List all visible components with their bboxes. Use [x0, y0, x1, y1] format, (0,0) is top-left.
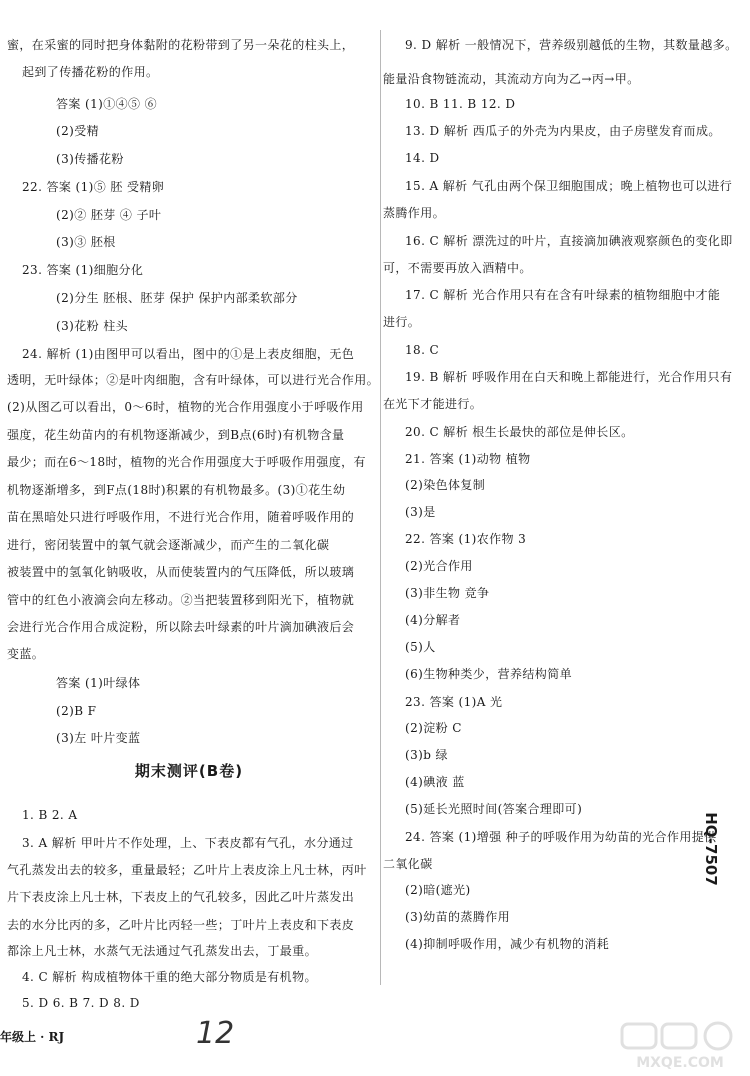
right-text-line: 23. 答案 (1)A 光 — [405, 695, 503, 709]
left-text-line: 4. C 解析 构成植物体干重的绝大部分物质是有机物。 — [22, 970, 317, 984]
right-text-line: (5)人 — [405, 640, 436, 654]
left-text-line: (2)② 胚芽 ④ 子叶 — [56, 208, 162, 222]
right-text-line: (2)淀粉 C — [405, 721, 462, 735]
right-text-line: 15. A 解析 气孔由两个保卫细胞围成；晚上植物也可以进行 — [405, 179, 733, 193]
column-divider — [380, 30, 381, 985]
right-text-line: 进行。 — [383, 315, 421, 329]
section-title: 期末测评(B卷) — [134, 762, 244, 780]
left-text-line: 23. 答案 (1)细胞分化 — [22, 263, 144, 277]
right-text-line: (3)非生物 竞争 — [405, 586, 490, 600]
left-text-line: (3)花粉 柱头 — [56, 319, 129, 333]
left-text-line: 进行，密闭装置中的氧气就会逐渐减少，而产生的二氧化碳 — [7, 538, 330, 552]
right-text-line: (2)暗(遮光) — [405, 883, 471, 897]
right-text-line: (2)光合作用 — [405, 559, 473, 573]
left-text-line: 答案 (1)①④⑤ ⑥ — [56, 97, 158, 111]
right-text-line: (3)是 — [405, 505, 436, 519]
svg-text:MXQE.COM: MXQE.COM — [636, 1055, 724, 1071]
left-text-line: 气孔蒸发出去的较多，重量最轻；乙叶片上表皮涂上凡士林，丙叶 — [7, 863, 367, 877]
handwritten-page-number: 12 — [196, 1016, 235, 1051]
right-text-line: 13. D 解析 西瓜子的外壳为内果皮，由子房壁发育而成。 — [405, 124, 721, 138]
left-text-line: 最少；而在6～18时，植物的光合作用强度大于呼吸作用强度，有 — [7, 455, 366, 469]
right-text-line: (3)b 绿 — [405, 748, 448, 762]
left-text-line: (2)受精 — [56, 124, 99, 138]
left-text-line: (2)分生 胚根、胚芽 保护 保护内部柔软部分 — [56, 291, 298, 305]
right-text-line: 24. 答案 (1)增强 种子的呼吸作用为幼苗的光合作用提供 — [405, 830, 717, 844]
left-text-line: 3. A 解析 甲叶片不作处理，上、下表皮都有气孔，水分通过 — [22, 836, 354, 850]
left-text-line: 1. B 2. A — [22, 808, 78, 822]
right-text-line: 可，不需要再放入酒精中。 — [383, 261, 532, 275]
right-text-line: 21. 答案 (1)动物 植物 — [405, 452, 531, 466]
left-text-line: 机物逐渐增多，到F点(18时)积累的有机物最多。(3)①花生幼 — [7, 483, 346, 497]
right-text-line: 在光下才能进行。 — [383, 397, 483, 411]
right-text-line: (4)抑制呼吸作用，减少有机物的消耗 — [405, 937, 610, 951]
left-text-line: 管中的红色小液滴会向左移动。②当把装置移到阳光下，植物就 — [7, 593, 355, 607]
left-text-line: 变蓝。 — [7, 647, 45, 661]
right-text-line: (3)幼苗的蒸腾作用 — [405, 910, 510, 924]
right-text-line: 蒸腾作用。 — [383, 206, 446, 220]
left-text-line: 强度，花生幼苗内的有机物逐渐减少，到B点(6时)有机物含量 — [7, 428, 345, 442]
right-text-line: (4)分解者 — [405, 613, 461, 627]
right-text-line: 17. C 解析 光合作用只有在含有叶绿素的植物细胞中才能 — [405, 288, 721, 302]
left-text-line: (2)B F — [56, 704, 97, 718]
right-text-line: 18. C — [405, 343, 440, 357]
right-text-line: (6)生物种类少，营养结构简单 — [405, 667, 572, 681]
left-text-line: 片下表皮涂上凡士林，下表皮上的气孔较多，因此乙叶片蒸发出 — [7, 890, 355, 904]
left-text-line: 起到了传播花粉的作用。 — [22, 65, 159, 79]
watermark-logo — [620, 1020, 740, 1072]
left-text-line: 被装置中的氢氧化钠吸收，从而使装置内的气压降低，所以玻璃 — [7, 565, 355, 579]
right-text-line: (2)染色体复制 — [405, 478, 486, 492]
right-text-line: (4)碘液 蓝 — [405, 775, 465, 789]
right-text-line: 16. C 解析 漂洗过的叶片，直接滴加碘液观察颜色的变化即 — [405, 234, 733, 248]
right-text-line: 能量沿食物链流动，其流动方向为乙→丙→甲。 — [383, 72, 640, 86]
right-text-line: 19. B 解析 呼吸作用在白天和晚上都能进行，光合作用只有 — [405, 370, 733, 384]
left-text-line: (3)③ 胚根 — [56, 235, 116, 249]
left-text-line: 22. 答案 (1)⑤ 胚 受精卵 — [22, 180, 165, 194]
left-text-line: 苗在黑暗处只进行呼吸作用，不进行光合作用，随着呼吸作用的 — [7, 510, 355, 524]
right-text-line: 20. C 解析 根生长最快的部位是伸长区。 — [405, 425, 634, 439]
left-text-line: (2)从图乙可以看出，0～6时，植物的光合作用强度小于呼吸作用 — [7, 400, 364, 414]
left-text-line: 24. 解析 (1)由图甲可以看出，图中的①是上表皮细胞，无色 — [22, 347, 355, 361]
right-text-line: 9. D 解析 一般情况下，营养级别越低的生物，其数量越多。 — [405, 38, 738, 52]
left-text-line: 会进行光合作用合成淀粉，所以除去叶绿素的叶片滴加碘液后会 — [7, 620, 355, 634]
left-text-line: 蜜，在采蜜的同时把身体黏附的花粉带到了另一朵花的柱头上， — [7, 38, 355, 52]
side-code: HQ-7507 — [702, 812, 721, 886]
left-text-line: 去的水分比丙的多，乙叶片比丙轻一些；丁叶片上表皮和下表皮 — [7, 918, 355, 932]
right-text-line: 二氧化碳 — [383, 857, 433, 871]
left-text-line: (3)传播花粉 — [56, 152, 124, 166]
left-text-line: 都涂上凡士林，水蒸气无法通过气孔蒸发出去，丁最重。 — [7, 944, 318, 958]
left-text-line: (3)左 叶片变蓝 — [56, 731, 141, 745]
right-text-line: 14. D — [405, 151, 440, 165]
left-text-line: 透明，无叶绿体；②是叶肉细胞，含有叶绿体，可以进行光合作用。 — [7, 373, 380, 387]
left-text-line: 5. D 6. B 7. D 8. D — [22, 996, 140, 1010]
footer-grade-label: 年级上 · RJ — [0, 1030, 65, 1044]
right-text-line: 10. B 11. B 12. D — [405, 97, 516, 111]
right-text-line: 22. 答案 (1)农作物 3 — [405, 532, 527, 546]
right-text-line: (5)延长光照时间(答案合理即可) — [405, 802, 583, 816]
left-text-line: 答案 (1)叶绿体 — [56, 676, 141, 690]
